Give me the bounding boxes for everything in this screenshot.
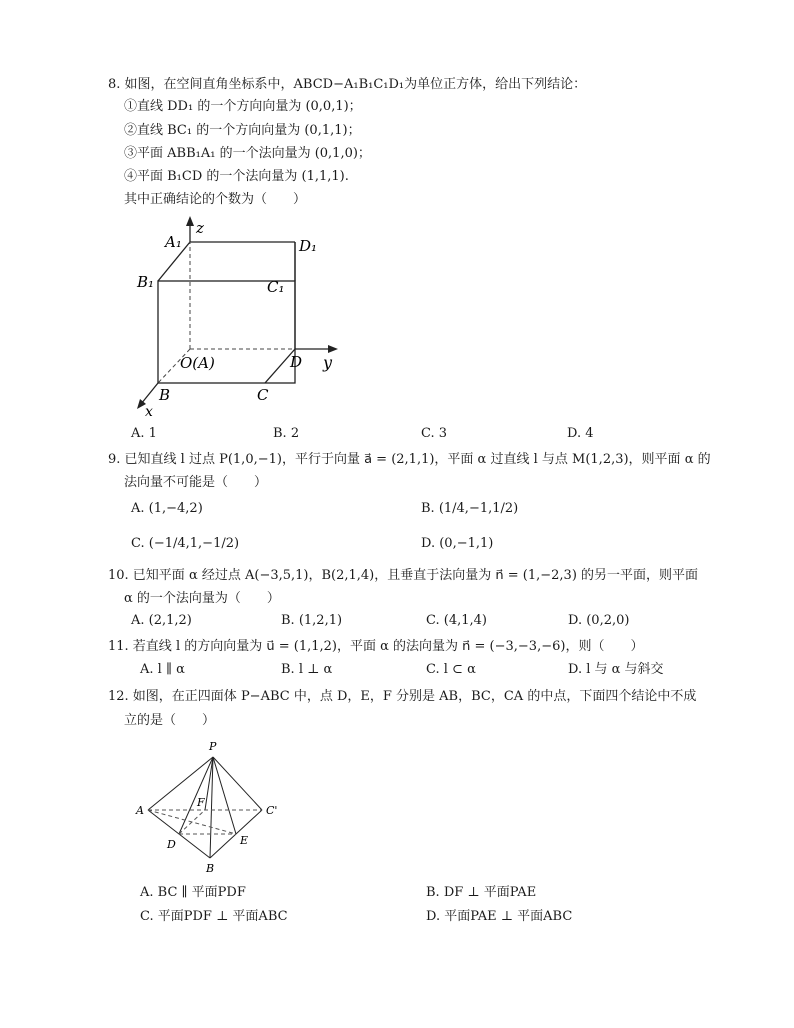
label-z: z <box>196 219 204 237</box>
q11-option-c: C. l ⊂ α <box>426 662 476 677</box>
q10-option-d: D. (0,2,0) <box>568 613 630 628</box>
label-A1: A₁ <box>165 233 182 251</box>
label-D: D <box>167 838 176 851</box>
q12-option-c: C. 平面PDF ⊥ 平面ABC <box>140 909 288 924</box>
q12-option-d: D. 平面PAE ⊥ 平面ABC <box>426 909 573 924</box>
q10-option-c: C. (4,1,4) <box>426 613 487 628</box>
q11-option-a: A. l ∥ α <box>140 662 185 677</box>
label-C1: C₁ <box>267 278 285 296</box>
q9-option-a: A. (1,−4,2) <box>131 501 203 516</box>
label-E: E <box>240 834 249 847</box>
label-P: P <box>209 740 217 753</box>
q8-item-2: ②直线 BC₁ 的一个方向向量为 (0,1,1)； <box>124 123 361 138</box>
q8-option-c: C. 3 <box>421 426 448 441</box>
q8-stem: 8. 如图，在空间直角坐标系中，ABCD−A₁B₁C₁D₁为单位正方体，给出下列结论： <box>108 77 587 92</box>
q8-item-3: ③平面 ABB₁A₁ 的一个法向量为 (0,1,0)； <box>124 146 371 161</box>
q8-item-1: ①直线 DD₁ 的一个方向向量为 (0,0,1)； <box>124 99 362 114</box>
q8-option-b: B. 2 <box>273 426 300 441</box>
q9-option-c: C. (−1/4,1,−1/2) <box>131 536 240 551</box>
q9-option-d: D. (0,−1,1) <box>421 536 494 551</box>
q12-stem-line2: 立的是（ ） <box>124 713 216 728</box>
q12-option-b: B. DF ⊥ 平面PAE <box>426 885 537 900</box>
label-A: A <box>136 804 144 817</box>
label-O: O(A) <box>180 354 215 372</box>
q9-option-b: B. (1/4,−1,1/2) <box>421 501 519 516</box>
label-D: D <box>290 353 303 371</box>
q10-option-a: A. (2,1,2) <box>131 613 192 628</box>
label-B: B <box>159 386 171 404</box>
q12-stem-line1: 12. 如图，在正四面体 P−ABC 中，点 D，E，F 分别是 AB，BC，CA 的中点，下面四个结论中不成 <box>108 689 697 704</box>
label-C: C <box>257 386 269 404</box>
q11-option-d: D. l 与 α 与斜交 <box>568 662 664 677</box>
q8-ask: 其中正确结论的个数为（ ） <box>124 192 307 207</box>
label-F: F <box>197 796 205 809</box>
label-B: B <box>206 862 215 875</box>
q8-option-d: D. 4 <box>567 426 594 441</box>
q10-option-b: B. (1,2,1) <box>281 613 343 628</box>
label-B1: B₁ <box>137 273 155 291</box>
label-D1: D₁ <box>299 237 318 255</box>
q11-stem: 11. 若直线 l 的方向向量为 u⃗ = (1,1,2)，平面 α 的法向量为 n⃗ = (−3,−3,−6)，则（ ） <box>108 639 644 654</box>
q10-stem-line2: α 的一个法向量为（ ） <box>124 591 280 606</box>
q8-item-4: ④平面 B₁CD 的一个法向量为 (1,1,1). <box>124 169 349 184</box>
q9-stem-line1: 9. 已知直线 l 过点 P(1,0,−1)，平行于向量 a⃗ = (2,1,1)，平面 α 过直线 l 与点 M(1,2,3)，则平面 α 的 <box>108 452 711 467</box>
label-x: x <box>145 404 153 420</box>
label-y: y <box>323 353 333 372</box>
q12-option-a: A. BC ∥ 平面PDF <box>140 885 246 900</box>
label-C: C' <box>266 804 278 817</box>
q8-option-a: A. 1 <box>131 426 157 441</box>
q11-option-b: B. l ⊥ α <box>281 662 333 677</box>
q10-stem-line1: 10. 已知平面 α 经过点 A(−3,5,1)，B(2,1,4)，且垂直于法向量为 n⃗ = (1,−2,3) 的另一平面，则平面 <box>108 568 699 583</box>
q9-stem-line2: 法向量不可能是（ ） <box>124 475 268 490</box>
